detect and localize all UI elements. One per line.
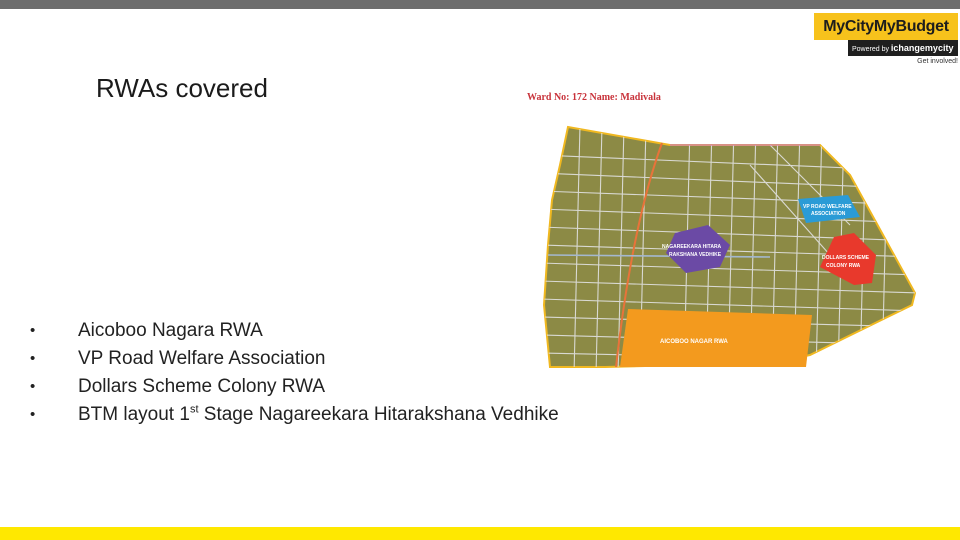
brand-name: ichangemycity [890, 43, 954, 53]
bullet-text: Dollars Scheme Colony RWA [78, 376, 326, 397]
bullet-icon: • [30, 378, 36, 395]
mycitymybudget-logo [814, 13, 958, 71]
powered-by-text: Powered by [852, 46, 889, 53]
rwa-region-aicoboo-nagar [620, 309, 812, 367]
rwa-label: VP ROAD WELFARE [803, 204, 852, 210]
rwa-label: DOLLARS SCHEME [822, 255, 869, 261]
rwa-label: AICOBOO NAGAR RWA [660, 339, 728, 345]
bullet-text: VP Road Welfare Association [78, 348, 326, 369]
bullet-text [78, 401, 559, 429]
bullet-text-part: Stage Nagareekara Hitarakshana Vedhike [198, 404, 559, 425]
bottom-bar [0, 527, 960, 540]
bullet-text: Aicoboo Nagara RWA [78, 320, 263, 341]
rwa-label: COLONY RWA [826, 263, 861, 269]
map-title: Ward No: 172 Name: Madivala [527, 92, 661, 103]
slide-title: RWAs covered [96, 73, 268, 103]
ward-map-svg [520, 105, 930, 385]
logo-wordmark: MyCityMyBudget [814, 13, 958, 40]
bullet-icon: • [30, 322, 36, 339]
rwa-label: RAKSHANA VEDHIKE [669, 252, 722, 258]
bullet-icon: • [30, 406, 36, 423]
bullet-icon: • [30, 350, 36, 367]
logo-tagline: Get involved! [917, 58, 958, 65]
bullet-text-part: BTM layout 1 [78, 404, 190, 425]
top-bar [0, 0, 960, 9]
rwa-label: ASSOCIATION [811, 211, 846, 217]
logo-powered-by [848, 40, 958, 56]
ward-map [520, 105, 930, 385]
ordinal-suffix: st [189, 403, 199, 416]
rwa-label: NAGAREEKARA HITARA [662, 244, 722, 250]
